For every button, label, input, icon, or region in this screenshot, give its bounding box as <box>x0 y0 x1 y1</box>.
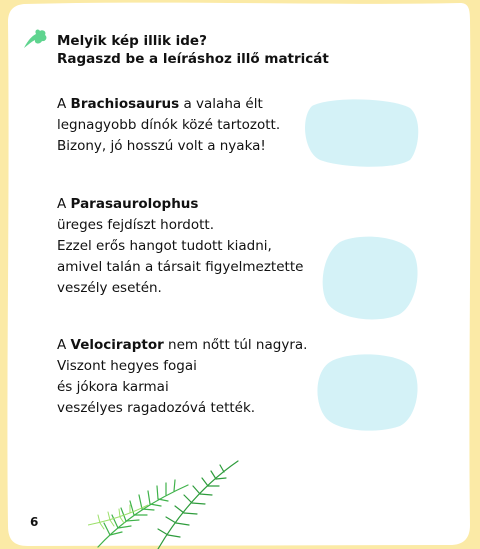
title-line-1: Melyik kép illik ide? <box>57 33 207 49</box>
page-number: 6 <box>30 515 39 529</box>
text-rest: a valaha élt <box>179 96 263 112</box>
text-prefix: A <box>57 196 71 212</box>
dinosaur-name: Brachiosaurus <box>70 96 180 112</box>
page-title <box>57 32 329 68</box>
dinosaur-name: Velociraptor <box>70 337 164 353</box>
paragraph-line: Ezzel erős hangot tudott kiadni, <box>57 238 272 254</box>
paragraph-line: legnagyobb dínók közé tartozott. <box>57 117 281 133</box>
paragraph-line: veszélyes ragadozóvá tették. <box>57 400 256 416</box>
paragraph-line <box>57 194 303 215</box>
paragraph-brachiosaurus <box>57 94 280 157</box>
dinosaur-name: Parasaurolophus <box>70 196 199 212</box>
sticker-placeholder-1[interactable] <box>302 98 420 168</box>
text-prefix: A <box>57 96 71 112</box>
paragraph-line: amivel talán a társait figyelmeztette <box>57 259 304 275</box>
paragraph-line <box>57 94 280 115</box>
paragraph-velociraptor <box>57 335 307 419</box>
paragraph-line <box>57 335 307 356</box>
paragraph-line: és jókora karmai <box>57 379 169 395</box>
text-rest: nem nőtt túl nagyra. <box>163 337 308 353</box>
text-prefix: A <box>57 337 71 353</box>
sticker-placeholder-2[interactable] <box>320 234 420 320</box>
sticker-placeholder-3[interactable] <box>316 352 420 432</box>
paragraph-line: Bizony, jó hosszú volt a nyaka! <box>57 138 266 154</box>
paragraph-line: veszély esetén. <box>57 280 162 296</box>
paragraph-line: üreges fejdíszt hordott. <box>57 217 214 233</box>
leaf-icon <box>22 28 48 50</box>
paragraph-line: Viszont hegyes fogai <box>57 358 197 374</box>
title-line-2: Ragaszd be a leíráshoz illő matricát <box>57 51 329 67</box>
fern-decoration <box>88 455 248 549</box>
paragraph-parasaurolophus <box>57 194 303 299</box>
